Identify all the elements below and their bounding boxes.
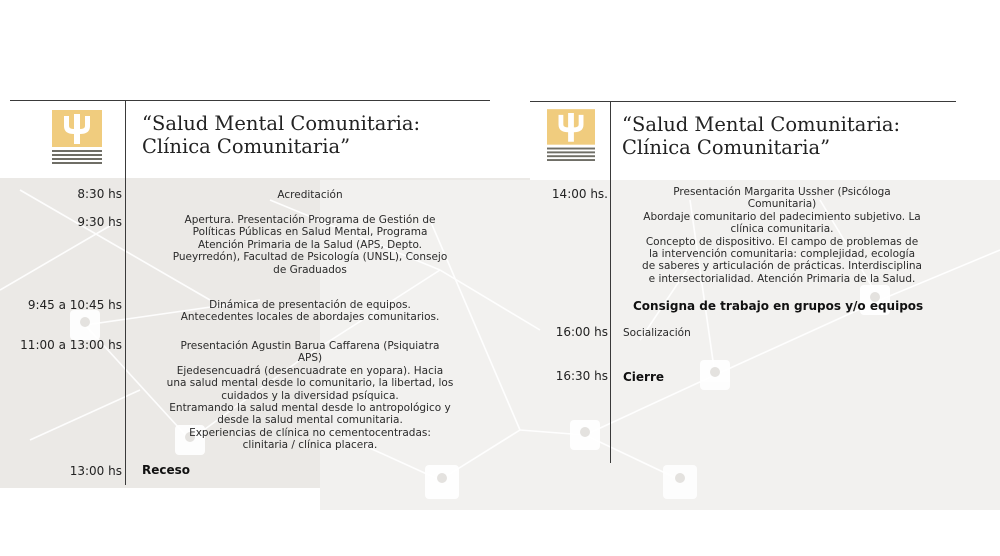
schedule-item: Acreditación [277,189,343,201]
schedule-item: Presentación Agustin Barua Caffarena (Psiquiatra APS) Ejedesencuadrá (desencuadrate en yopara). Hacia una salud mental desde lo comunitario, la libertad, los cuidados y la diversidad psíquica. Entramando la salud mental desde lo antropológico y desde la salud mental comunitaria. Experiencias de clínica no cementocentradas: clinitaria / clínica placera. [166,340,454,452]
time-slot: 14:00 hs. [551,187,608,201]
schedule-item: Apertura. Presentación Programa de Gestión de Políticas Públicas en Salud Mental, Programa Atención Primaria de la Salud (APS, Depto. Pueyrredón), Facultad de Psicología (UNSL), Consejo de Graduados [172,214,448,276]
time-slot: 11:00 a 13:00 hs [20,338,122,352]
schedule-item: Socialización [623,327,691,339]
schedule-panel-left [10,100,490,490]
schedule-item: Dinámica de presentación de equipos. Antecedentes locales de abordajes comunitarios. [180,299,440,324]
time-slot: 16:30 hs [555,369,608,383]
time-slot: 13:00 hs [69,464,122,478]
psi-logo-icon [547,109,595,165]
psi-logo-icon [52,110,102,168]
time-slot: 8:30 hs [77,187,122,201]
schedule-item: Presentación Margarita Ussher (Psicóloga Comunitaria) Abordaje comunitario del padecimiento subjetivo. La clínica comunitaria. Concepto de dispositivo. El campo de problemas de la intervención comunitaria: complejidad, ecología de saberes y articulación de prácticas. Interdisciplina e intersectorialidad. Atención Primaria de la Salud. [642,186,922,285]
schedule-panel-right [530,101,957,491]
page-title: “Salud Mental Comunitaria: Clínica Comunitaria” [142,112,421,158]
time-slot: 16:00 hs [555,325,608,339]
page-title: “Salud Mental Comunitaria: Clínica Comunitaria” [622,113,901,159]
time-slot: 9:45 a 10:45 hs [27,298,122,312]
schedule-item-receso: Receso [142,463,191,477]
time-slot: 9:30 hs [77,215,122,229]
schedule-item-consigna: Consigna de trabajo en grupos y/o equipos [633,299,924,313]
schedule-item-cierre: Cierre [623,370,665,384]
